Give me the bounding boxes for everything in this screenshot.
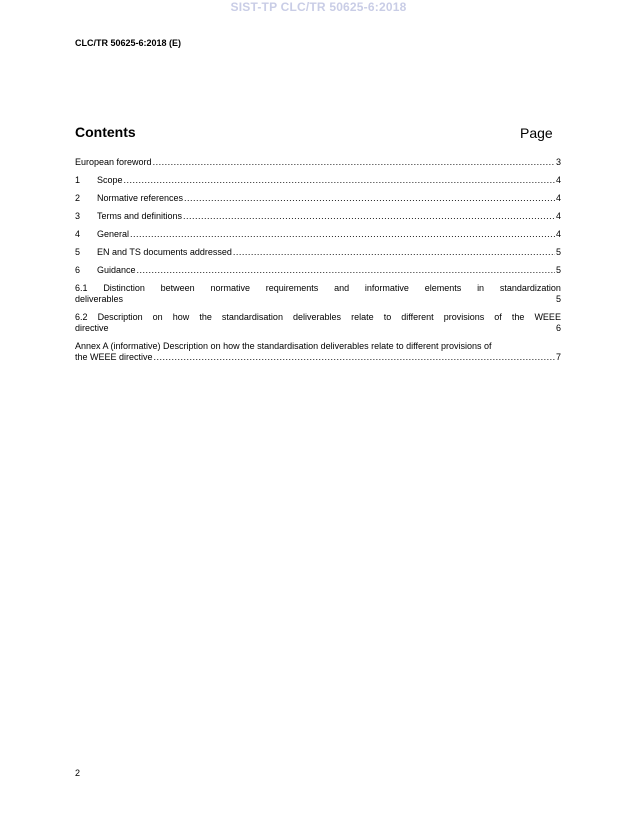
- dot-leader: [233, 247, 555, 258]
- toc-entry-line: [75, 312, 561, 323]
- page-number: 2: [75, 768, 81, 778]
- toc-entry-title: Terms and definitions: [97, 211, 183, 221]
- toc-entry-number: 1: [75, 175, 81, 185]
- toc-word: WEEE: [534, 312, 561, 322]
- toc-entry-title: Scope: [97, 175, 123, 185]
- contents-title: Contents: [75, 124, 136, 140]
- toc-entry-title: European foreword: [75, 157, 152, 167]
- toc-word: 6.1: [75, 283, 88, 293]
- toc-entry-line: [75, 283, 561, 294]
- toc-entry-page: 5: [555, 294, 561, 304]
- toc-word: standardisation: [221, 312, 283, 322]
- toc-word: the: [511, 312, 525, 322]
- toc-entry-page: 7: [555, 352, 561, 362]
- table-of-contents: [75, 157, 561, 370]
- toc-entry-page: 4: [555, 193, 561, 203]
- toc-entry-general[interactable]: [75, 229, 561, 240]
- toc-word: elements: [424, 283, 462, 293]
- toc-entry-title: EN and TS documents addressed: [97, 247, 232, 257]
- toc-word: relate: [351, 312, 374, 322]
- toc-entry-title: Normative references: [97, 193, 184, 203]
- toc-entry-terms-definitions[interactable]: [75, 211, 561, 222]
- toc-word: Description: [97, 312, 143, 322]
- toc-entry-title-continued: directive: [75, 323, 109, 333]
- toc-entry-6-2[interactable]: [75, 312, 561, 334]
- toc-word: provisions: [443, 312, 485, 322]
- toc-word: 6.2: [75, 312, 88, 322]
- toc-entry-title: Guidance: [97, 265, 136, 275]
- toc-entry-number: 4: [75, 229, 81, 239]
- toc-word: on: [152, 312, 163, 322]
- toc-entry-line: [75, 323, 561, 334]
- toc-entry-number: 5: [75, 247, 81, 257]
- toc-entry-title-continued: the WEEE directive: [75, 352, 153, 362]
- toc-word: different: [401, 312, 434, 322]
- watermark: SIST-TP CLC/TR 50625-6:2018: [230, 0, 407, 14]
- toc-word: standardization: [499, 283, 561, 293]
- toc-entry-scope[interactable]: [75, 175, 561, 186]
- toc-entry-title: General: [97, 229, 130, 239]
- toc-word: requirements: [265, 283, 319, 293]
- dot-leader: [183, 211, 555, 222]
- toc-entry-foreword[interactable]: [75, 157, 561, 168]
- dot-leader: [154, 352, 555, 363]
- toc-word: how: [172, 312, 190, 322]
- toc-word: between: [160, 283, 195, 293]
- toc-entry-6-1[interactable]: [75, 283, 561, 305]
- dot-leader: [153, 157, 555, 168]
- toc-word: Distinction: [103, 283, 145, 293]
- toc-entry-page: 3: [555, 157, 561, 167]
- toc-entry-line: [75, 294, 561, 305]
- toc-entry-line: [75, 352, 561, 363]
- toc-entry-line: [75, 341, 561, 352]
- toc-word: to: [383, 312, 392, 322]
- toc-entry-title: Annex A (informative) Description on how the standardisation deliverables relate to different provisions of: [75, 341, 492, 351]
- toc-entry-number: 6: [75, 265, 81, 275]
- toc-word: of: [494, 312, 502, 322]
- document-id: CLC/TR 50625-6:2018 (E): [75, 38, 182, 48]
- toc-entry-page: 5: [555, 265, 561, 275]
- dot-leader: [137, 265, 555, 276]
- dot-leader: [184, 193, 555, 204]
- toc-entry-page: 5: [555, 247, 561, 257]
- toc-entry-annex-a[interactable]: [75, 341, 561, 363]
- toc-entry-number: 3: [75, 211, 81, 221]
- toc-word: and: [334, 283, 350, 293]
- toc-entry-page: 4: [555, 211, 561, 221]
- toc-word: the: [199, 312, 212, 322]
- page-column-heading: Page: [520, 125, 553, 141]
- toc-entry-normative-references[interactable]: [75, 193, 561, 204]
- toc-word: informative: [364, 283, 409, 293]
- toc-entry-number: 2: [75, 193, 81, 203]
- toc-entry-guidance[interactable]: [75, 265, 561, 276]
- toc-entry-page: 4: [555, 175, 561, 185]
- toc-word: in: [477, 283, 485, 293]
- toc-word: deliverables: [293, 312, 342, 322]
- toc-entry-page: 6: [555, 323, 561, 333]
- dot-leader: [124, 175, 555, 186]
- toc-word: normative: [210, 283, 250, 293]
- toc-entry-documents-addressed[interactable]: [75, 247, 561, 258]
- toc-entry-title-continued: deliverables: [75, 294, 124, 304]
- toc-entry-page: 4: [555, 229, 561, 239]
- dot-leader: [130, 229, 555, 240]
